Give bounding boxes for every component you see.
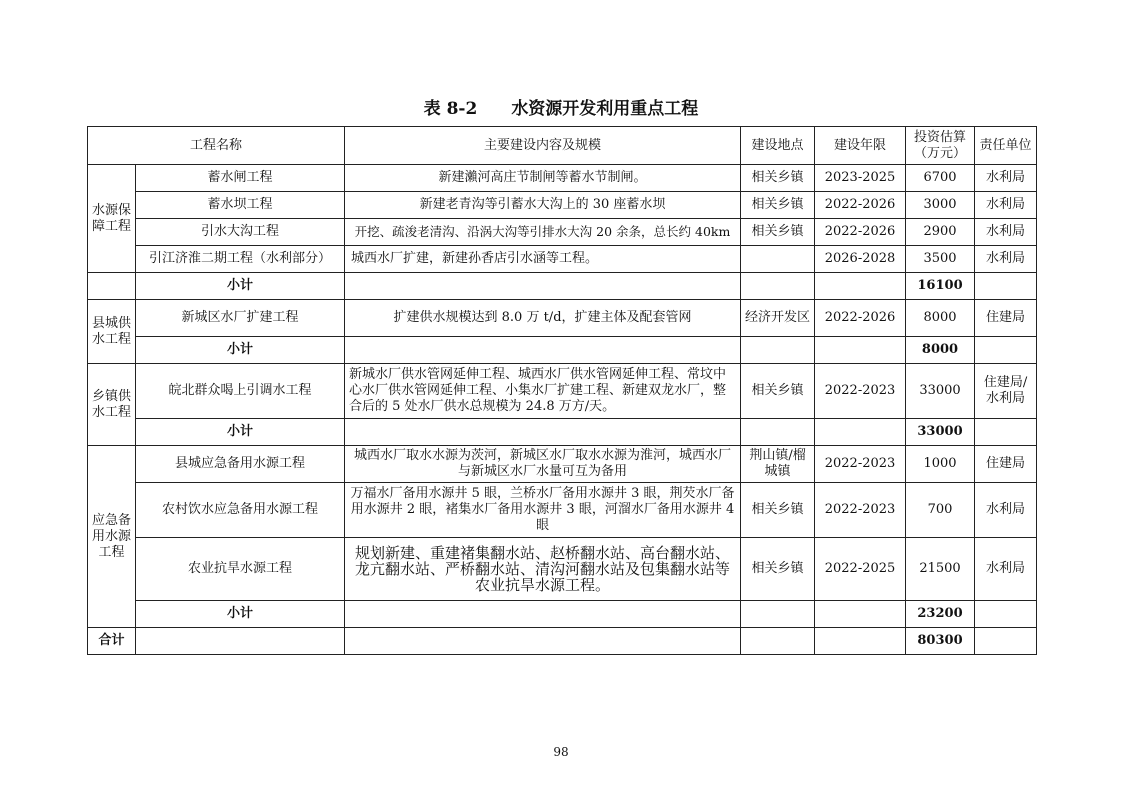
project-invest: 21500 (906, 538, 975, 601)
total-label: 合计 (88, 628, 136, 655)
project-content: 城西水厂取水水源为茨河，新城区水厂取水水源为淮河，城西水厂与新城区水厂水量可互为备用 (345, 446, 741, 483)
project-years: 2022-2026 (815, 300, 906, 337)
subtotal-row (88, 419, 1037, 446)
subtotal-label: 小计 (136, 601, 345, 628)
subtotal-label: 小计 (136, 337, 345, 364)
table-row (88, 538, 1037, 601)
project-years: 2022-2023 (815, 364, 906, 419)
project-name: 蓄水坝工程 (136, 192, 345, 219)
header-invest (906, 127, 975, 165)
project-name: 新城区水厂扩建工程 (136, 300, 345, 337)
project-name: 引江济淮二期工程（水利部分） (136, 246, 345, 273)
project-unit: 水利局 (975, 538, 1037, 601)
table-code: 表 8-2 (423, 99, 478, 119)
subtotal-label: 小计 (136, 419, 345, 446)
project-unit: 住建局 (975, 300, 1037, 337)
project-content: 万福水厂备用水源井 5 眼，兰桥水厂备用水源井 3 眼，荆芡水厂备用水源井 2 眼，褚集水厂备用水源井 3 眼，河溜水厂备用水源井 4 眼 (345, 483, 741, 538)
project-invest: 8000 (906, 300, 975, 337)
subtotal-value: 16100 (906, 273, 975, 300)
table-row (88, 165, 1037, 192)
project-invest: 2900 (906, 219, 975, 246)
project-location: 相关乡镇 (741, 364, 815, 419)
subtotal-label: 小计 (136, 273, 345, 300)
project-unit: 水利局 (975, 192, 1037, 219)
header-row (88, 127, 1037, 165)
subtotal-row (88, 337, 1037, 364)
project-invest: 3500 (906, 246, 975, 273)
project-unit: 住建局 (975, 446, 1037, 483)
project-location: 荆山镇/榴城镇 (741, 446, 815, 483)
project-content: 城西水厂扩建，新建孙香店引水涵等工程。 (345, 246, 741, 273)
project-location: 相关乡镇 (741, 192, 815, 219)
project-location: 相关乡镇 (741, 219, 815, 246)
table-row (88, 483, 1037, 538)
project-invest: 3000 (906, 192, 975, 219)
project-location: 相关乡镇 (741, 538, 815, 601)
table-title (0, 94, 1122, 119)
table-row (88, 246, 1037, 273)
project-name: 县城应急备用水源工程 (136, 446, 345, 483)
total-value: 80300 (906, 628, 975, 655)
project-location: 经济开发区 (741, 300, 815, 337)
table-row (88, 300, 1037, 337)
table-title-text: 水资源开发利用重点工程 (511, 99, 699, 119)
subtotal-value: 33000 (906, 419, 975, 446)
page-number: 98 (553, 745, 569, 759)
project-name: 引水大沟工程 (136, 219, 345, 246)
project-content: 规划新建、重建褚集翻水站、赵桥翻水站、高台翻水站、龙亢翻水站、严桥翻水站、清沟河翻水站及包集翻水站等农业抗旱水源工程。 (345, 538, 741, 601)
total-row (88, 628, 1037, 655)
table-row (88, 192, 1037, 219)
group-label: 应急备用水源工程 (88, 446, 136, 628)
header-location: 建设地点 (741, 127, 815, 165)
project-name: 农村饮水应急备用水源工程 (136, 483, 345, 538)
project-years: 2022-2026 (815, 219, 906, 246)
project-content: 新建老青沟等引蓄水大沟上的 30 座蓄水坝 (345, 192, 741, 219)
project-years: 2022-2023 (815, 446, 906, 483)
project-years: 2022-2023 (815, 483, 906, 538)
subtotal-row (88, 273, 1037, 300)
project-name: 皖北群众喝上引调水工程 (136, 364, 345, 419)
project-location: 相关乡镇 (741, 483, 815, 538)
project-content: 开挖、疏浚老清沟、沿涡大沟等引排水大沟 20 余条，总长约 40km (345, 219, 741, 246)
project-years: 2022-2026 (815, 192, 906, 219)
project-unit: 住建局/水利局 (975, 364, 1037, 419)
project-unit: 水利局 (975, 219, 1037, 246)
project-years: 2022-2025 (815, 538, 906, 601)
header-name: 工程名称 (88, 127, 345, 165)
project-content: 新建瀨河高庄节制闸等蓄水节制闸。 (345, 165, 741, 192)
project-name: 蓄水闸工程 (136, 165, 345, 192)
project-invest: 6700 (906, 165, 975, 192)
header-invest-line1: 投资估算 (914, 129, 967, 145)
group-label: 乡镇供水工程 (88, 364, 136, 446)
project-location (741, 246, 815, 273)
table-row (88, 219, 1037, 246)
subtotal-value: 8000 (906, 337, 975, 364)
table-row (88, 446, 1037, 483)
project-name: 农业抗旱水源工程 (136, 538, 345, 601)
header-content: 主要建设内容及规模 (345, 127, 741, 165)
project-content: 新城水厂供水管网延伸工程、城西水厂供水管网延伸工程、常坟中心水厂供水管网延伸工程、小集水厂扩建工程、新建双龙水厂，整合后的 5 处水厂供水总规模为 24.8 万方/天。 (345, 364, 741, 419)
project-years: 2023-2025 (815, 165, 906, 192)
subtotal-value: 23200 (906, 601, 975, 628)
project-invest: 700 (906, 483, 975, 538)
project-unit: 水利局 (975, 165, 1037, 192)
group-label: 县城供水工程 (88, 300, 136, 364)
header-unit: 责任单位 (975, 127, 1037, 165)
project-years: 2026-2028 (815, 246, 906, 273)
table-row (88, 364, 1037, 419)
subtotal-row (88, 601, 1037, 628)
project-unit: 水利局 (975, 483, 1037, 538)
projects-table (87, 126, 1037, 655)
project-unit: 水利局 (975, 246, 1037, 273)
group-label: 水源保障工程 (88, 165, 136, 273)
project-invest: 1000 (906, 446, 975, 483)
project-invest: 33000 (906, 364, 975, 419)
header-years: 建设年限 (815, 127, 906, 165)
header-invest-line2: （万元） (914, 145, 967, 161)
project-content: 扩建供水规模达到 8.0 万 t/d，扩建主体及配套管网 (345, 300, 741, 337)
project-location: 相关乡镇 (741, 165, 815, 192)
